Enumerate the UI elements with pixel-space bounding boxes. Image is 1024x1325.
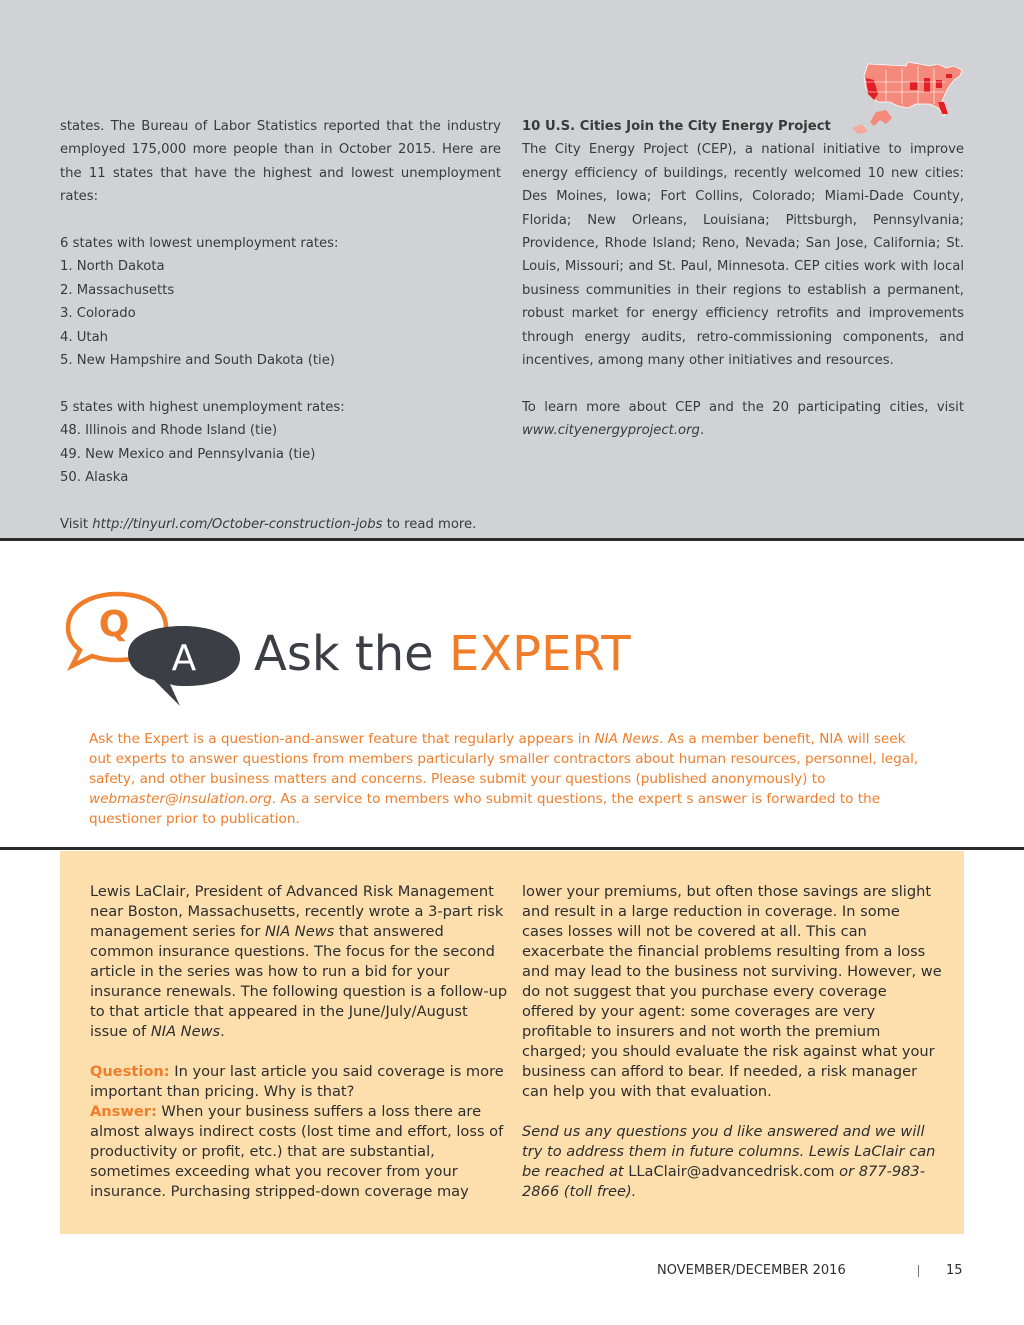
unemployment-column (60, 115, 501, 536)
list-item: 5. New Hampshire and South Dakota (tie) (60, 353, 335, 369)
city-energy-body: The City Energy Project (CEP), a national initiative to improve energy efficiency of buildings, recently welcomed 10 new cities: Des Moines, Iowa; Fort Collins, Colorado; Miami-Dade County, Florida; New Orleans, Louisiana; Pittsburgh, Pennsylvania; Providence, Rhode Island; Reno, Nevada; San Jose, California; St. Louis, Missouri; and St. Paul, Minnesota. CEP cities work with local business communities in their regions to establish a permanent, robust market for energy efficiency retrofits and improvements through energy audits, retro-commissioning components, and incentives, among many other initiatives and resources. (522, 142, 964, 369)
contact-paragraph (522, 1122, 942, 1202)
city-energy-heading: 10 U.S. Cities Join the City Energy Project (522, 119, 831, 134)
list-item: 3. Colorado (60, 306, 136, 322)
qa-intro-2: that answered common insurance questions. The focus for the second article in the series was how to run a bid for your insurance renewals. The following question is a follow-up to that article that appeared in the June/July/August issue of (90, 923, 508, 1040)
webmaster-email-link[interactable]: webmaster@insulation.org (89, 791, 272, 807)
ask-the-expert-title (254, 624, 631, 684)
qa-intro-3: . (220, 1023, 225, 1040)
question-label: Question: (90, 1063, 170, 1080)
highest-heading: 5 states with highest unemployment rates: (60, 399, 345, 415)
question-text: In your last article you said coverage is more important than pricing. Why is that? (90, 1063, 504, 1100)
visit-line (60, 513, 501, 536)
question-paragraph (90, 1062, 508, 1102)
page-number: 15 (946, 1263, 963, 1278)
issue-date: NOVEMBER/DECEMBER 2016 (657, 1263, 846, 1278)
city-energy-column (522, 115, 964, 443)
answer-text: When your business suffers a loss there are almost always indirect costs (lost time and effort, loss of productivity or profit, etc.) that are substantial, sometimes exceeding what you recover from your insurance. Purchasing stripped-down coverage may (90, 1103, 504, 1200)
intro-text-1: Ask the Expert is a question-and-answer feature that regularly appears in (89, 731, 595, 747)
intro-text-2: . As a member benefit, NIA will seek out experts to answer questions from members particularly smaller contractors about human resources, personnel, legal, safety, and other business matters and concerns. Please submit your questions (published anonymously) to (89, 731, 919, 787)
section-divider (0, 538, 1024, 541)
lowest-heading: 6 states with lowest unemployment rates: (60, 236, 339, 252)
answer-label: Answer: (90, 1103, 157, 1120)
visit-link[interactable]: http://tinyurl.com/October-construction-jobs (92, 516, 383, 532)
list-item: 48. Illinois and Rhode Island (tie) (60, 423, 278, 439)
title-part2: EXPERT (448, 626, 631, 682)
answer-paragraph (90, 1102, 508, 1202)
footer-divider (918, 1265, 919, 1277)
list-item: 4. Utah (60, 329, 109, 345)
section-divider (0, 847, 1024, 850)
visit-suffix: to read more. (382, 516, 477, 532)
unemployment-intro: states. The Bureau of Labor Statistics reported that the industry employed 175,000 more people than in October 2015. Here are the 11 states that have the highest and lowest unemployment rates: (60, 119, 501, 205)
qa-right-column (522, 882, 942, 1202)
qa-left-column (90, 882, 508, 1202)
link-prefix: To learn more about CEP and the 20 participating cities, visit (522, 399, 964, 415)
qa-intro-pub-1: NIA News (264, 923, 335, 940)
contact-email-link[interactable]: LLaClair@advancedrisk.com (628, 1163, 835, 1180)
city-energy-link[interactable]: www.cityenergyproject.org (522, 423, 700, 439)
intro-publication: NIA News (594, 731, 660, 747)
contact-text-2: or 877-983-2866 (toll free). (522, 1163, 925, 1200)
list-item: 50. Alaska (60, 470, 129, 486)
qa-intro-paragraph (90, 882, 508, 1042)
a-letter: A (171, 638, 197, 679)
intro-text-3: . As a service to members who submit questions, the expert s answer is forwarded to the questioner prior to publication. (89, 791, 881, 827)
contact-text-1: Send us any questions you d like answered and we will try to address them in future columns. Lewis LaClair can be reached at (522, 1123, 936, 1180)
list-item: 49. New Mexico and Pennsylvania (tie) (60, 446, 316, 462)
list-item: 1. North Dakota (60, 259, 165, 275)
qa-intro-pub-2: NIA News (150, 1023, 221, 1040)
q-letter: Q (98, 604, 130, 645)
city-energy-link-line (522, 396, 964, 443)
title-part1: Ask the (254, 626, 449, 682)
list-item: 2. Massachusetts (60, 282, 175, 298)
qa-speech-bubbles-icon (58, 588, 248, 714)
qa-intro-1: Lewis LaClair, President of Advanced Risk Management near Boston, Massachusetts, recently wrote a 3-part risk management series for (90, 883, 504, 940)
ask-the-expert-intro (89, 729, 924, 829)
answer-continued: lower your premiums, but often those savings are slight and result in a large reduction in coverage. In some cases losses will not be covered at all. This can exacerbate the financial problems resulting from a loss and may lead to the business not surviving. However, we do not suggest that you purchase every coverage offered by your agent: some coverages are very profitable to insurers and not worth the premium charged; you should evaluate the risk against what your business can afford to bear. If needed, a risk manager can help you with that evaluation. (522, 883, 942, 1100)
visit-prefix: Visit (60, 516, 93, 532)
link-suffix: . (699, 423, 705, 439)
